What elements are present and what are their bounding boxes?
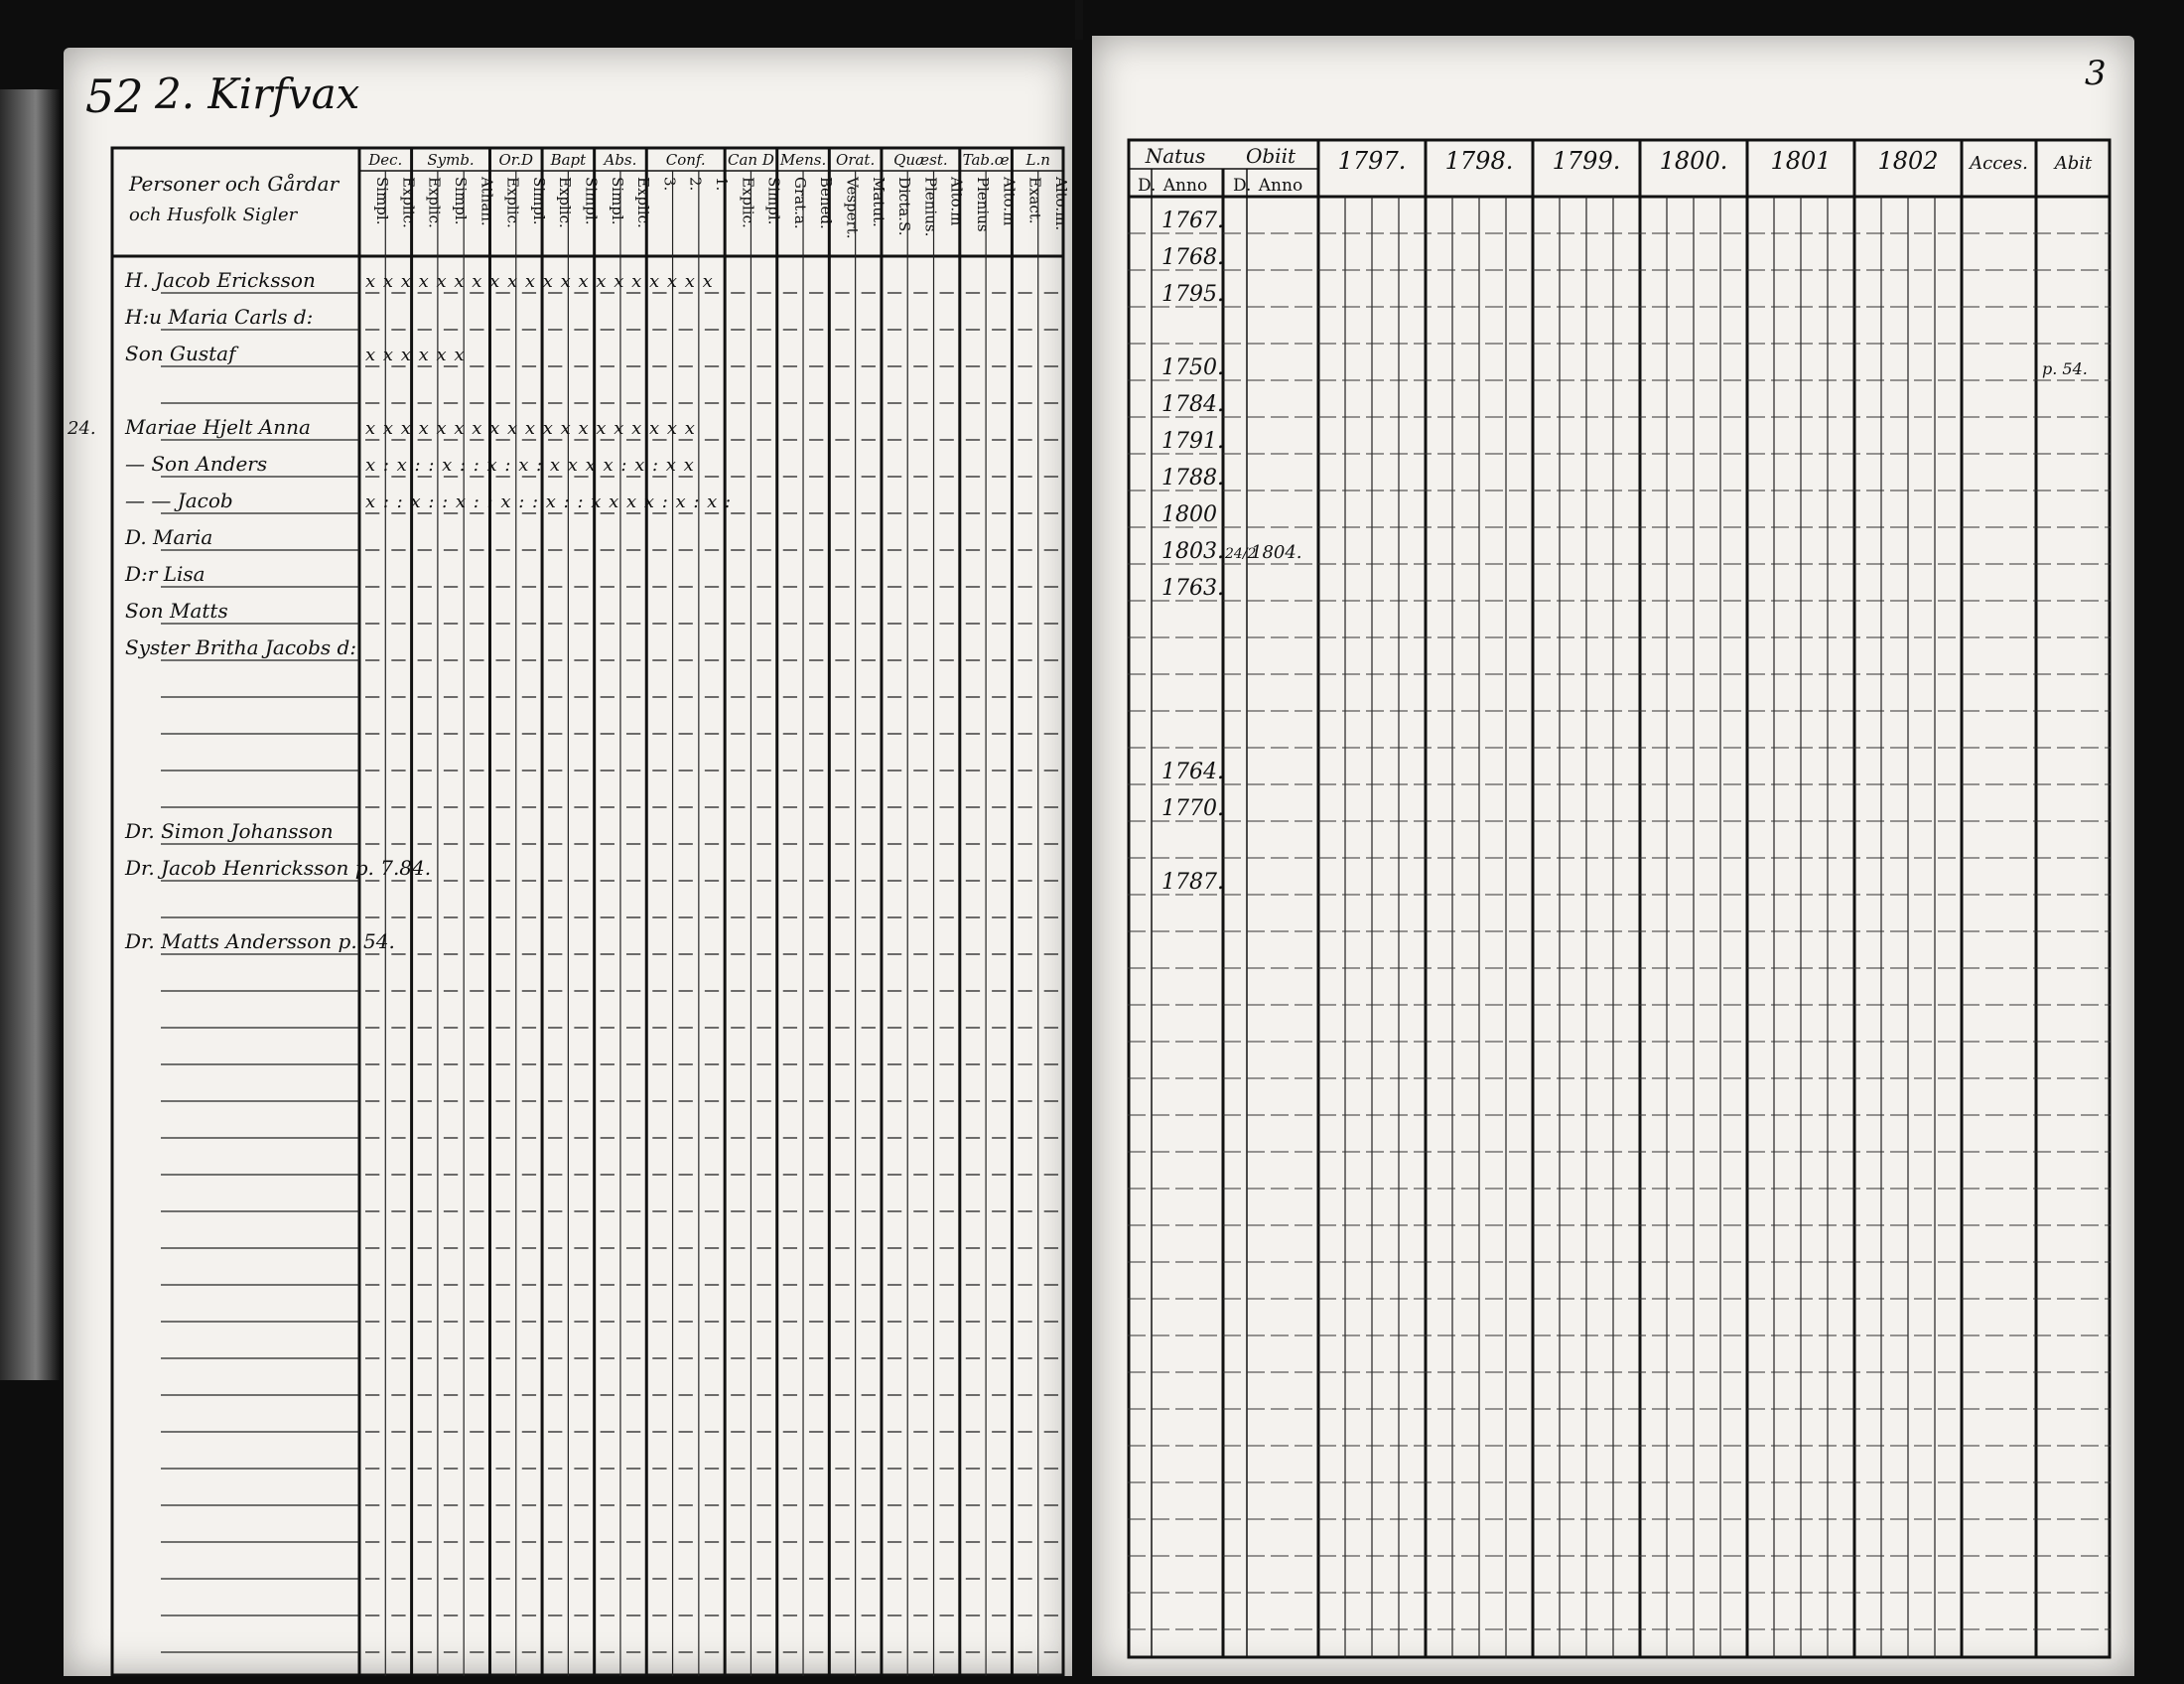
year-header-1: 1798. <box>1444 147 1514 175</box>
sub-column-header: Explic. <box>399 177 418 228</box>
sub-column-header: Plenius <box>973 177 992 232</box>
obiit-header: Obiit <box>1245 144 1297 168</box>
group-header-5: Conf. <box>665 151 706 169</box>
sub-column-header: Grat.a. <box>790 177 809 229</box>
name-header-line2: och Husfolk Sigler <box>129 205 298 225</box>
spine-shadow <box>1075 0 1083 40</box>
birth-year-5: 1791. <box>1161 429 1224 454</box>
birth-year-12: 1787. <box>1161 870 1224 895</box>
year-header-0: 1797. <box>1337 147 1407 175</box>
sub-column-header: Exact. <box>1025 177 1044 224</box>
entry-marks-2: x x x x x x <box>365 345 466 365</box>
entry-name-3: Mariae Hjelt Anna <box>125 415 311 439</box>
natus-d-header: D. <box>1138 176 1157 196</box>
sub-column-header: 3. <box>660 177 679 192</box>
entry-marks-5: x : : x : : x : : x : : x : : x x x x : x : x : <box>365 491 733 512</box>
birth-year-7: 1800 <box>1161 502 1217 527</box>
sub-column-header: Dicta.S. <box>895 177 914 236</box>
entry-name-7: D:r Lisa <box>125 562 205 586</box>
obiit-d-header: D. <box>1233 176 1252 196</box>
group-header-11: L.n <box>1025 151 1050 169</box>
sub-column-header: Explic. <box>634 177 653 228</box>
year-header-2: 1799. <box>1552 147 1621 175</box>
sub-column-header: Plenius. <box>921 177 940 237</box>
group-header-8: Orat. <box>836 151 876 169</box>
left-grid-svg <box>68 147 1070 1676</box>
sub-column-header: Explic. <box>503 177 522 228</box>
sub-column-header: 2. <box>686 177 705 192</box>
entry-name-5: — — Jacob <box>125 489 233 512</box>
sub-column-header: Simpl. <box>529 177 548 225</box>
sub-column-header: Simpl. <box>452 177 471 225</box>
year-header-3: 1800. <box>1659 147 1728 175</box>
obiit-anno-header: Anno <box>1258 176 1303 196</box>
year-header-5: 1802 <box>1877 147 1939 175</box>
abit-header: Abit <box>2054 153 2093 174</box>
group-header-10: Tab.œ <box>962 151 1010 169</box>
group-header-9: Quæst. <box>893 151 948 169</box>
birth-year-1: 1768. <box>1161 245 1224 270</box>
entry-marks-0: x x x x x x x x x x x x x x x x x x x x <box>365 271 714 292</box>
entry-name-8: Son Matts <box>125 599 228 623</box>
birth-year-4: 1784. <box>1161 392 1224 417</box>
page-number-right: 3 <box>2085 54 2107 93</box>
left-grid-border <box>112 148 1063 1675</box>
death-year: 1804. <box>1251 542 1302 563</box>
entry-marks-3: x x x x x x x x x x x x x x x x x x x <box>365 418 696 439</box>
right-register-page <box>1092 36 2134 1676</box>
abit-note: p. 54. <box>2042 359 2088 378</box>
entry-name-12: Dr. Matts Andersson p. 54. <box>125 929 395 953</box>
birth-year-8: 1803. <box>1161 539 1224 564</box>
birth-year-6: 1788. <box>1161 466 1224 491</box>
sub-column-header: Simpl. <box>582 177 601 225</box>
natus-header: Natus <box>1145 144 1206 168</box>
group-header-1: Symb. <box>427 151 475 169</box>
right-grid-svg <box>1128 139 2111 1658</box>
sub-column-header: Simpl. <box>764 177 783 225</box>
group-header-2: Or.D <box>498 151 534 169</box>
entry-name-10: Dr. Simon Johansson <box>125 819 334 843</box>
entry-name-11: Dr. Jacob Henricksson p. 7.84. <box>125 856 432 880</box>
sub-column-header: Explic. <box>425 177 444 228</box>
sub-column-header: 1. <box>713 177 731 192</box>
entry-name-4: — Son Anders <box>125 452 268 476</box>
sub-column-header: Athan. <box>478 177 496 226</box>
entry-name-6: D. Maria <box>125 525 213 549</box>
sub-column-header: Alto.m <box>1000 177 1019 226</box>
catechism-grid <box>68 147 1070 1676</box>
birth-year-3: 1750. <box>1161 355 1224 380</box>
adjacent-page-edge <box>0 89 60 1380</box>
group-header-0: Dec. <box>368 151 403 169</box>
sub-column-header: Explic. <box>739 177 757 228</box>
dates-grid <box>1128 139 2111 1658</box>
parish-title: 2. Kirfvax <box>155 70 360 118</box>
sub-column-header: Alto.m. <box>1051 177 1070 231</box>
name-header-line1: Personer och Gårdar <box>129 172 340 196</box>
entry-name-9: Syster Britha Jacobs d: <box>125 635 357 659</box>
death-day: 24/2 <box>1225 546 1257 562</box>
sub-column-header: Simpl. <box>373 177 392 225</box>
entry-name-0: H. Jacob Ericksson <box>125 268 316 292</box>
year-header-4: 1801 <box>1770 147 1832 175</box>
sub-column-header: Alto.m <box>947 177 966 226</box>
group-header-6: Can D <box>728 151 774 169</box>
sub-column-header: Simpl. <box>608 177 626 225</box>
birth-year-10: 1764. <box>1161 760 1224 784</box>
group-header-3: Bapt <box>550 151 587 169</box>
acces-header: Acces. <box>1970 153 2028 174</box>
sub-column-header: Explic. <box>556 177 575 228</box>
group-header-7: Mens. <box>779 151 827 169</box>
entry-name-2: Son Gustaf <box>125 342 236 365</box>
left-register-page <box>64 48 1072 1676</box>
sub-column-header: Matut. <box>869 177 887 227</box>
sub-column-header: Vespert. <box>843 177 862 239</box>
birth-year-2: 1795. <box>1161 282 1224 307</box>
sub-column-header: Bened. <box>817 177 836 229</box>
birth-year-0: 1767. <box>1161 209 1224 233</box>
birth-year-11: 1770. <box>1161 796 1224 821</box>
page-number-left: 52 <box>85 70 144 123</box>
group-header-4: Abs. <box>604 151 637 169</box>
natus-anno-header: Anno <box>1162 176 1208 196</box>
entry-marks-4: x : x : : x : : x : x : x x x x : x : x x <box>365 455 695 476</box>
entry-name-1: H:u Maria Carls d: <box>125 305 314 329</box>
birth-year-9: 1763. <box>1161 576 1224 601</box>
margin-note-3: 24. <box>68 418 96 439</box>
